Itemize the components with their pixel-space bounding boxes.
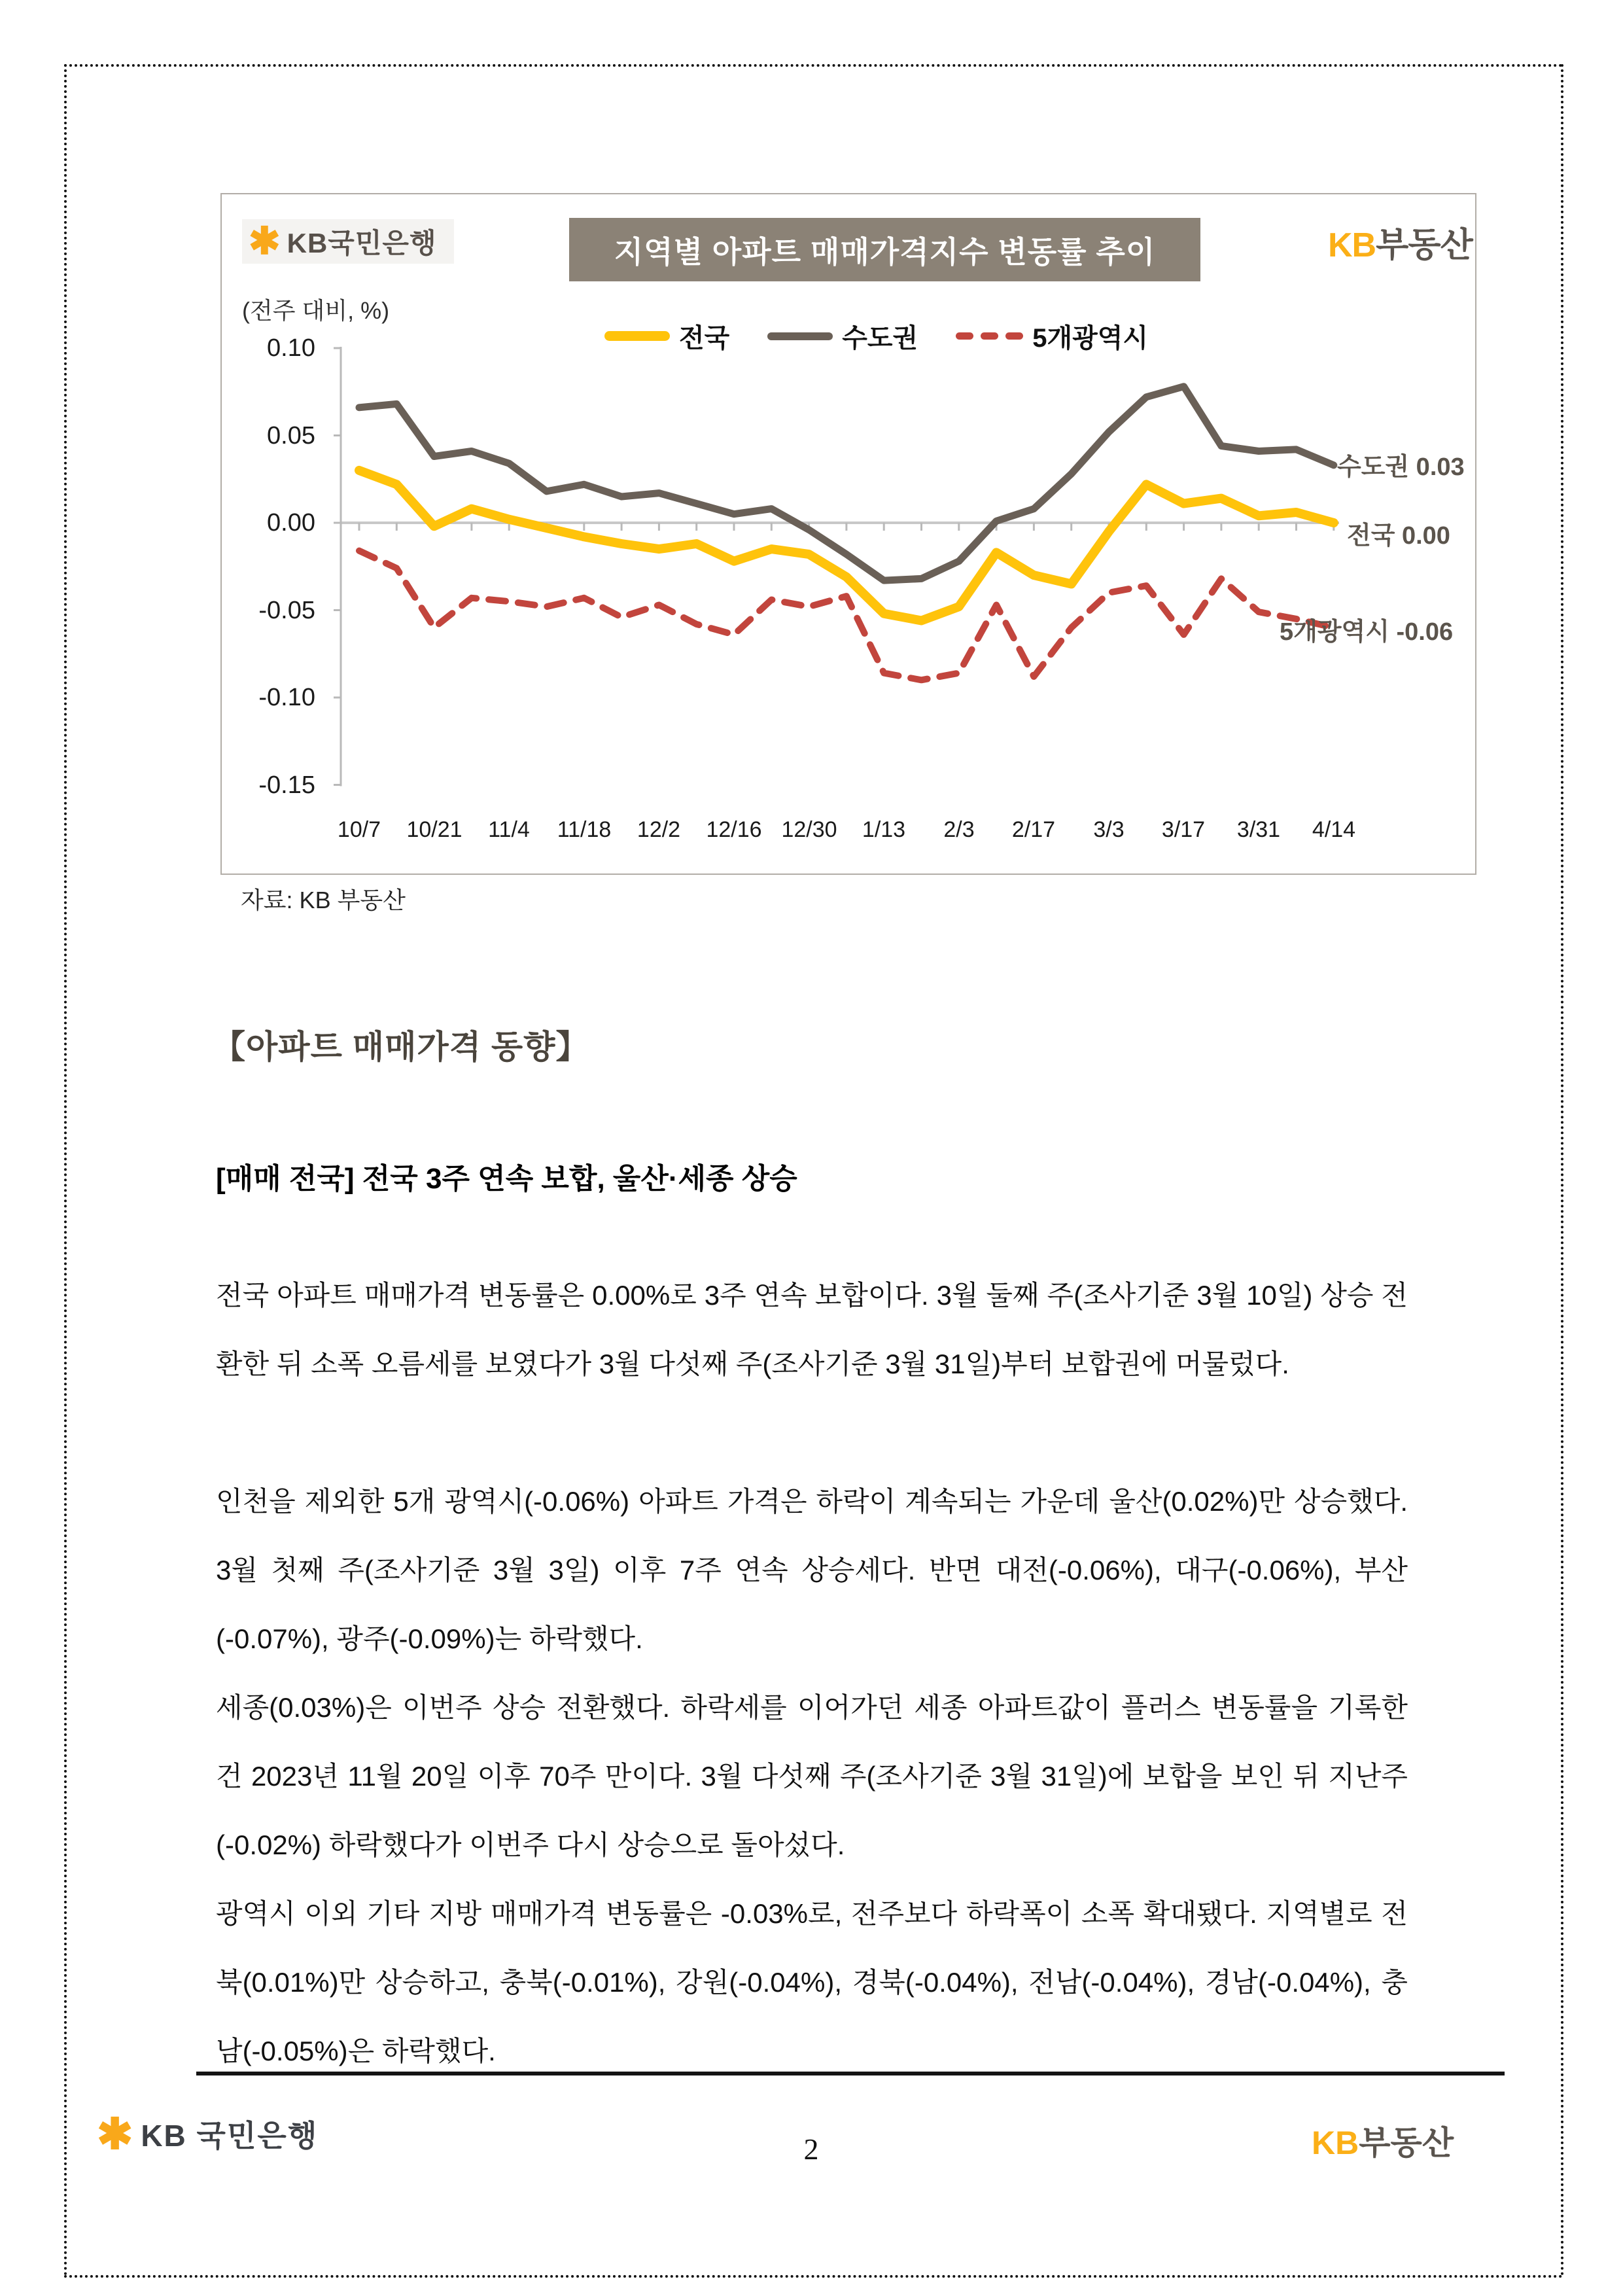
kb-kookmin-bank-logo-text: KB국민은행 — [287, 228, 437, 258]
footer-kb-real-estate-kb: KB — [1312, 2125, 1359, 2161]
footer-divider — [196, 2072, 1505, 2075]
paragraph: 전국 아파트 매매가격 변동률은 0.00%로 3주 연속 보합이다. 3월 둘째 주(조사기준 3월 10일) 상승 전환한 뒤 소폭 오름세를 보였다가 3월 다섯째 주(조사기준 3월 31일)부터 보합권에 머물렀다. — [216, 1280, 1408, 1379]
y-tick-label: 0.10 — [267, 334, 315, 362]
x-tick-label: 4/14 — [1312, 817, 1356, 842]
end-label-5-metro-cities: 5개광역시 -0.06 — [1280, 618, 1454, 646]
paragraph: 세종(0.03%)은 이번주 상승 전환했다. 하락세를 이어가던 세종 아파트값이 플러스 변동률을 기록한 건 2023년 11월 20일 이후 70주 만이다. 3월 다섯째 주(조사기준 3월 31일)에 보합을 보인 뒤 지난주(-0.02%) 하락했다가 이번주 다시 상승으로 돌아섰다. — [216, 1692, 1408, 1860]
line-chart-plot — [332, 348, 1339, 793]
y-tick-label: -0.10 — [258, 684, 315, 711]
chart-panel — [220, 193, 1476, 875]
red-dashed-swatch-icon — [956, 332, 1023, 340]
legend-label: 전국 — [679, 324, 730, 353]
axis-unit-label: (전주 대비, %) — [242, 297, 390, 324]
page-number: 2 — [803, 2132, 819, 2166]
section-heading: 【아파트 매매가격 동향】 — [213, 1029, 589, 1065]
x-tick-label: 3/17 — [1161, 817, 1206, 842]
footer-kb-kookmin-bank-logo — [97, 2110, 319, 2158]
x-tick-label: 10/7 — [337, 817, 381, 842]
gray-line-swatch-icon — [767, 332, 833, 340]
kb-star-icon: ✱ — [97, 2110, 133, 2158]
y-tick-label: 0.05 — [267, 422, 315, 450]
y-tick-label: -0.15 — [258, 771, 315, 799]
y-tick-label: 0.00 — [267, 509, 315, 537]
footer-kb-real-estate-logo — [1312, 2117, 1454, 2164]
kb-star-icon: ✱ — [249, 220, 281, 262]
x-tick-label: 12/16 — [706, 817, 762, 842]
chart-title: 지역별 아파트 매매가격지수 변동률 추이 — [614, 234, 1156, 269]
end-label-nationwide: 전국 0.00 — [1347, 522, 1450, 550]
paragraph: 인천을 제외한 5개 광역시(-0.06%) 아파트 가격은 하락이 계속되는 가운데 울산(0.02%)만 상승했다. 3월 첫째 주(조사기준 3월 3일) 이후 7주 연속 상승세다. 반면 대전(-0.06%), 대구(-0.06%), 부산(-0.07%), 광주(-0.09%)는 하락했다. — [216, 1486, 1408, 1654]
paragraph: 광역시 이외 기타 지방 매매가격 변동률은 -0.03%로, 전주보다 하락폭이 소폭 확대됐다. 지역별로 전북(0.01%)만 상승하고, 충북(-0.01%), 강원(-0.04%), 경북(-0.04%), 전남(-0.04%), 경남(-0.04%), 충남(-0.05%)은 하락했다. — [216, 1898, 1408, 2066]
x-tick-label: 12/30 — [781, 817, 837, 842]
x-tick-label: 3/31 — [1236, 817, 1281, 842]
legend-label: 5개광역시 — [1032, 324, 1149, 353]
y-tick-label: -0.05 — [258, 597, 315, 624]
end-label-metro-area: 수도권 0.03 — [1337, 453, 1465, 481]
kb-real-estate-logo-text: 부동산 — [1376, 226, 1473, 264]
x-tick-label: 12/2 — [637, 817, 681, 842]
x-tick-label: 11/18 — [557, 817, 612, 842]
chart-title-bar — [569, 218, 1200, 281]
x-tick-label: 11/4 — [488, 817, 530, 842]
x-tick-label: 3/3 — [1093, 817, 1125, 842]
x-tick-label: 1/13 — [862, 817, 906, 842]
x-tick-label: 2/17 — [1011, 817, 1056, 842]
x-tick-label: 2/3 — [943, 817, 975, 842]
chart-source-note: 자료: KB 부동산 — [241, 887, 406, 913]
kb-real-estate-logo — [1328, 217, 1473, 266]
x-tick-label: 10/21 — [406, 817, 462, 842]
kb-real-estate-logo-kb: KB — [1328, 226, 1376, 264]
yellow-line-swatch-icon — [604, 331, 670, 341]
footer-kb-real-estate-text: 부동산 — [1359, 2125, 1454, 2161]
footer-kb-kookmin-bank-text: KB 국민은행 — [141, 2119, 319, 2153]
sub-heading: [매매 전국] 전국 3주 연속 보합, 울산·세종 상승 — [216, 1163, 797, 1195]
kb-kookmin-bank-logo — [242, 219, 454, 264]
legend-label: 수도권 — [842, 324, 918, 353]
